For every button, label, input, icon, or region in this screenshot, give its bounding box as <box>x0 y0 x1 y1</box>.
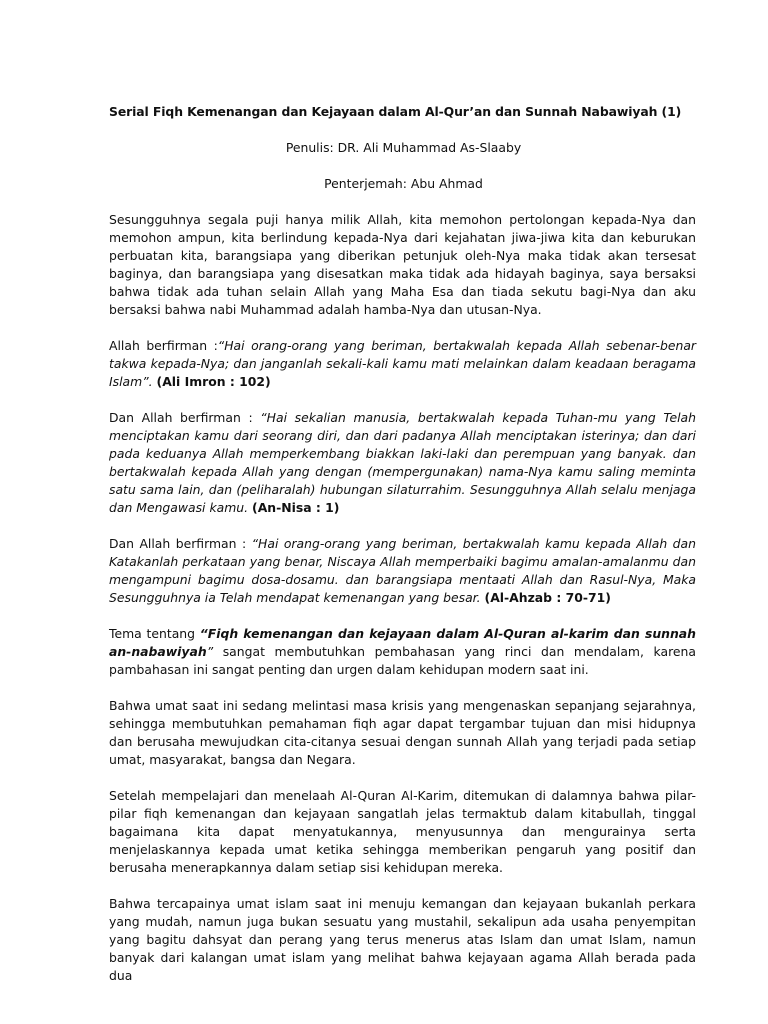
translator-line: Penterjemah: Abu Ahmad <box>324 176 483 191</box>
verse-reference: (Al-Ahzab : 70-71) <box>484 590 611 605</box>
opening-paragraph: Sesungguhnya segala puji hanya milik Allah, kita memohon pertolongan kepada-Nya dan memohon ampun, kita berlindung kepada-Nya dari kejahatan jiwa-jiwa kita dan keburukan perbuatan kita, barangsiapa yang diberikan petunjuk oleh-Nya maka tidak akan tersesat baginya, dan barangsiapa yang disesatkan maka tidak ada hidayah baginya, saya bersaksi bahwa tidak ada tuhan selain Allah yang Maha Esa dan tiada sekutu bagi-Nya dan aku bersaksi bahwa nabi Muhammad adalah hamba-Nya dan utusan-Nya. <box>109 212 696 317</box>
victory-paragraph: Bahwa tercapainya umat islam saat ini menuju kemangan dan kejayaan bukanlah perkara yang mudah, namun juga bukan sesuatu yang mustahil, sekalipun ada usaha penyempitan yang bagitu dahsyat dan perang yang terus menerus atas Islam dan umat Islam, namun banyak dari kalangan umat islam yang melihat bahwa kejayaan agama Allah berada pada dua <box>109 896 696 983</box>
topic-continuation: sangat membutuhkan pembahasan yang rinci dan mendalam, karena pambahasan ini sangat penting dan urgen dalam kehidupan modern saat ini. <box>109 644 696 677</box>
verse-paragraph-2 <box>109 409 696 517</box>
verse-label: Dan Allah berfirman : <box>109 536 247 551</box>
verse-quote: “Hai orang-orang yang beriman, bertakwalah kepada Allah sebenar-benar takwa kepada-Nya; dan janganlah sekali-kali kamu mati melainkan dalam keadaan beragama Islam”. <box>109 338 697 389</box>
verse-reference: (An-Nisa : 1) <box>252 500 340 515</box>
topic-intro: Tema tentang <box>109 626 196 641</box>
verse-paragraph-3 <box>109 535 696 607</box>
document-title: Serial Fiqh Kemenangan dan Kejayaan dalam Al-Qur’an dan Sunnah Nabawiyah (1) <box>109 104 682 119</box>
pillars-paragraph: Setelah mempelajari dan menelaah Al-Quran Al-Karim, ditemukan di dalamnya bahwa pilar-pilar fiqh kemenangan dan kejayaan sangatlah jelas termaktub dalam kitabullah, tinggal bagaimana kita dapat menyatukannya, menyusunnya dan mengurainya serta menjelaskannya kepada umat ketika sehingga memberikan pengaruh yang positif dan berusaha menerapkannya dalam setiap sisi kehidupan mereka. <box>109 788 696 875</box>
topic-close-quote: ” <box>206 644 214 659</box>
topic-paragraph <box>109 625 696 679</box>
topic-title: “Fiqh kemenangan dan kejayaan dalam Al-Quran al-karim dan sunnah an-nabawiyah <box>109 626 696 659</box>
verse-quote: “Hai sekalian manusia, bertakwalah kepada Tuhan-mu yang Telah menciptakan kamu dari seorang diri, dan dari padanya Allah menciptakan isterinya; dan dari pada keduanya Allah memperkembang biakkan laki-laki dan perempuan yang banyak. dan bertakwalah kepada Allah yang dengan (mempergunakan) nama-Nya kamu saling meminta satu sama lain, dan (peliharalah) hubungan silaturrahim. Sesungguhnya Allah selalu menjaga dan Mengawasi kamu. <box>109 410 696 515</box>
verse-quote: “Hai orang-orang yang beriman, bertakwalah kamu kepada Allah dan Katakanlah perkataan yang benar, Niscaya Allah memperbaiki bagimu amalan-amalanmu dan mengampuni bagimu dosa-dosamu. dan barangsiapa mentaati Allah dan Rasul-Nya, Maka Sesungguhnya ia Telah mendapat kemenangan yang besar. <box>109 536 696 605</box>
verse-paragraph-1 <box>109 337 696 391</box>
verse-reference: (Ali Imron : 102) <box>156 374 271 389</box>
author-line: Penulis: DR. Ali Muhammad As-Slaaby <box>285 140 522 155</box>
verse-label: Dan Allah berfirman : <box>109 410 253 425</box>
crisis-paragraph: Bahwa umat saat ini sedang melintasi masa krisis yang mengenaskan sepanjang sejarahnya, sehingga membutuhkan pemahaman fiqh agar dapat tergambar tujuan dan misi hidupnya dan berusaha mewujudkan cita-citanya sesuai dengan sunnah Allah yang terjadi pada setiap umat, masyarakat, bangsa dan Negara. <box>109 698 696 767</box>
verse-label: Allah berfirman : <box>109 338 218 353</box>
